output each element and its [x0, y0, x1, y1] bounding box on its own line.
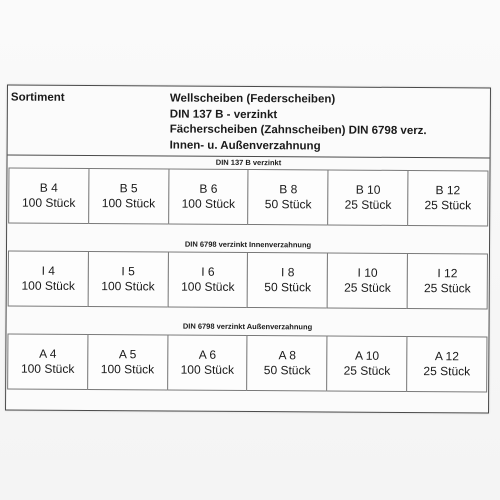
compartment-code: A 10 [355, 348, 380, 363]
compartment-code: B 6 [199, 181, 218, 196]
card-title [170, 92, 427, 156]
compartment-quantity: 25 Stück [423, 281, 471, 296]
assortment-label-card [5, 85, 491, 414]
compartment-code: A 8 [278, 348, 296, 363]
compartment-quantity: 100 Stück [21, 195, 76, 210]
compartment-i4 [8, 251, 89, 307]
compartment-quantity: 25 Stück [424, 198, 472, 213]
compartment-a6 [167, 335, 248, 391]
compartment-quantity: 25 Stück [343, 363, 391, 378]
section-label-din6798-innen: DIN 6798 verzinkt Innenverzahnung [184, 239, 312, 250]
compartment-quantity: 50 Stück [263, 363, 311, 378]
compartment-i12 [407, 253, 488, 309]
section-label-din137b: DIN 137 B verzinkt [215, 157, 282, 168]
card-header [8, 86, 490, 159]
compartment-quantity: 25 Stück [344, 197, 392, 212]
compartment-a12 [406, 336, 487, 392]
sortiment-label: Sortiment [10, 91, 65, 104]
compartment-code: B 4 [39, 180, 58, 195]
compartment-i6 [167, 252, 248, 308]
compartment-code: B 12 [435, 183, 461, 198]
compartment-row-b [8, 168, 488, 227]
compartment-quantity: 100 Stück [181, 196, 236, 211]
compartment-code: I 12 [437, 266, 458, 281]
compartment-code: I 10 [357, 265, 378, 280]
compartment-a10 [326, 335, 407, 391]
compartment-i5 [87, 251, 168, 307]
compartment-b12 [407, 170, 488, 226]
section-label-din6798-aussen: DIN 6798 verzinkt Außenverzahnung [182, 321, 313, 332]
title-line-4: Innen- u. Außenverzahnung [169, 139, 321, 152]
compartment-code: I 4 [41, 263, 55, 278]
title-line-3: Fächerscheiben (Zahnscheiben) DIN 6798 verz. [169, 123, 427, 138]
compartment-quantity: 100 Stück [180, 362, 235, 377]
compartment-i10 [327, 252, 408, 308]
title-line-2: DIN 137 B - verzinkt [169, 108, 278, 121]
compartment-row-i [8, 251, 488, 310]
compartment-i8 [247, 252, 328, 308]
compartment-code: B 10 [355, 182, 381, 197]
compartment-quantity: 100 Stück [101, 279, 155, 294]
compartment-a5 [87, 334, 168, 390]
compartment-b4 [8, 168, 89, 224]
compartment-quantity: 50 Stück [264, 197, 312, 212]
compartment-quantity: 100 Stück [101, 196, 156, 211]
compartment-quantity: 25 Stück [423, 364, 471, 379]
compartment-b5 [88, 168, 169, 224]
compartment-row-a [7, 334, 487, 393]
compartment-code: A 12 [434, 349, 459, 364]
compartment-quantity: 100 Stück [21, 278, 75, 293]
compartment-quantity: 25 Stück [344, 280, 391, 295]
compartment-a4 [7, 334, 88, 390]
compartment-code: B 8 [279, 182, 298, 197]
title-line-1: Wellscheiben (Federscheiben) [169, 92, 336, 106]
compartment-code: A 5 [118, 347, 137, 362]
compartment-a8 [247, 335, 328, 391]
compartment-quantity: 100 Stück [20, 361, 75, 376]
compartment-b8 [248, 169, 329, 225]
compartment-code: B 5 [119, 181, 138, 196]
compartment-b10 [327, 169, 408, 225]
compartment-code: I 8 [281, 265, 295, 280]
compartment-code: A 6 [198, 347, 217, 362]
compartment-quantity: 50 Stück [264, 280, 312, 295]
compartment-code: A 4 [39, 346, 57, 361]
compartment-quantity: 100 Stück [181, 279, 235, 294]
compartment-code: I 6 [201, 264, 215, 279]
compartment-code: I 5 [121, 264, 135, 279]
compartment-quantity: 100 Stück [100, 362, 155, 377]
compartment-b6 [168, 169, 249, 225]
